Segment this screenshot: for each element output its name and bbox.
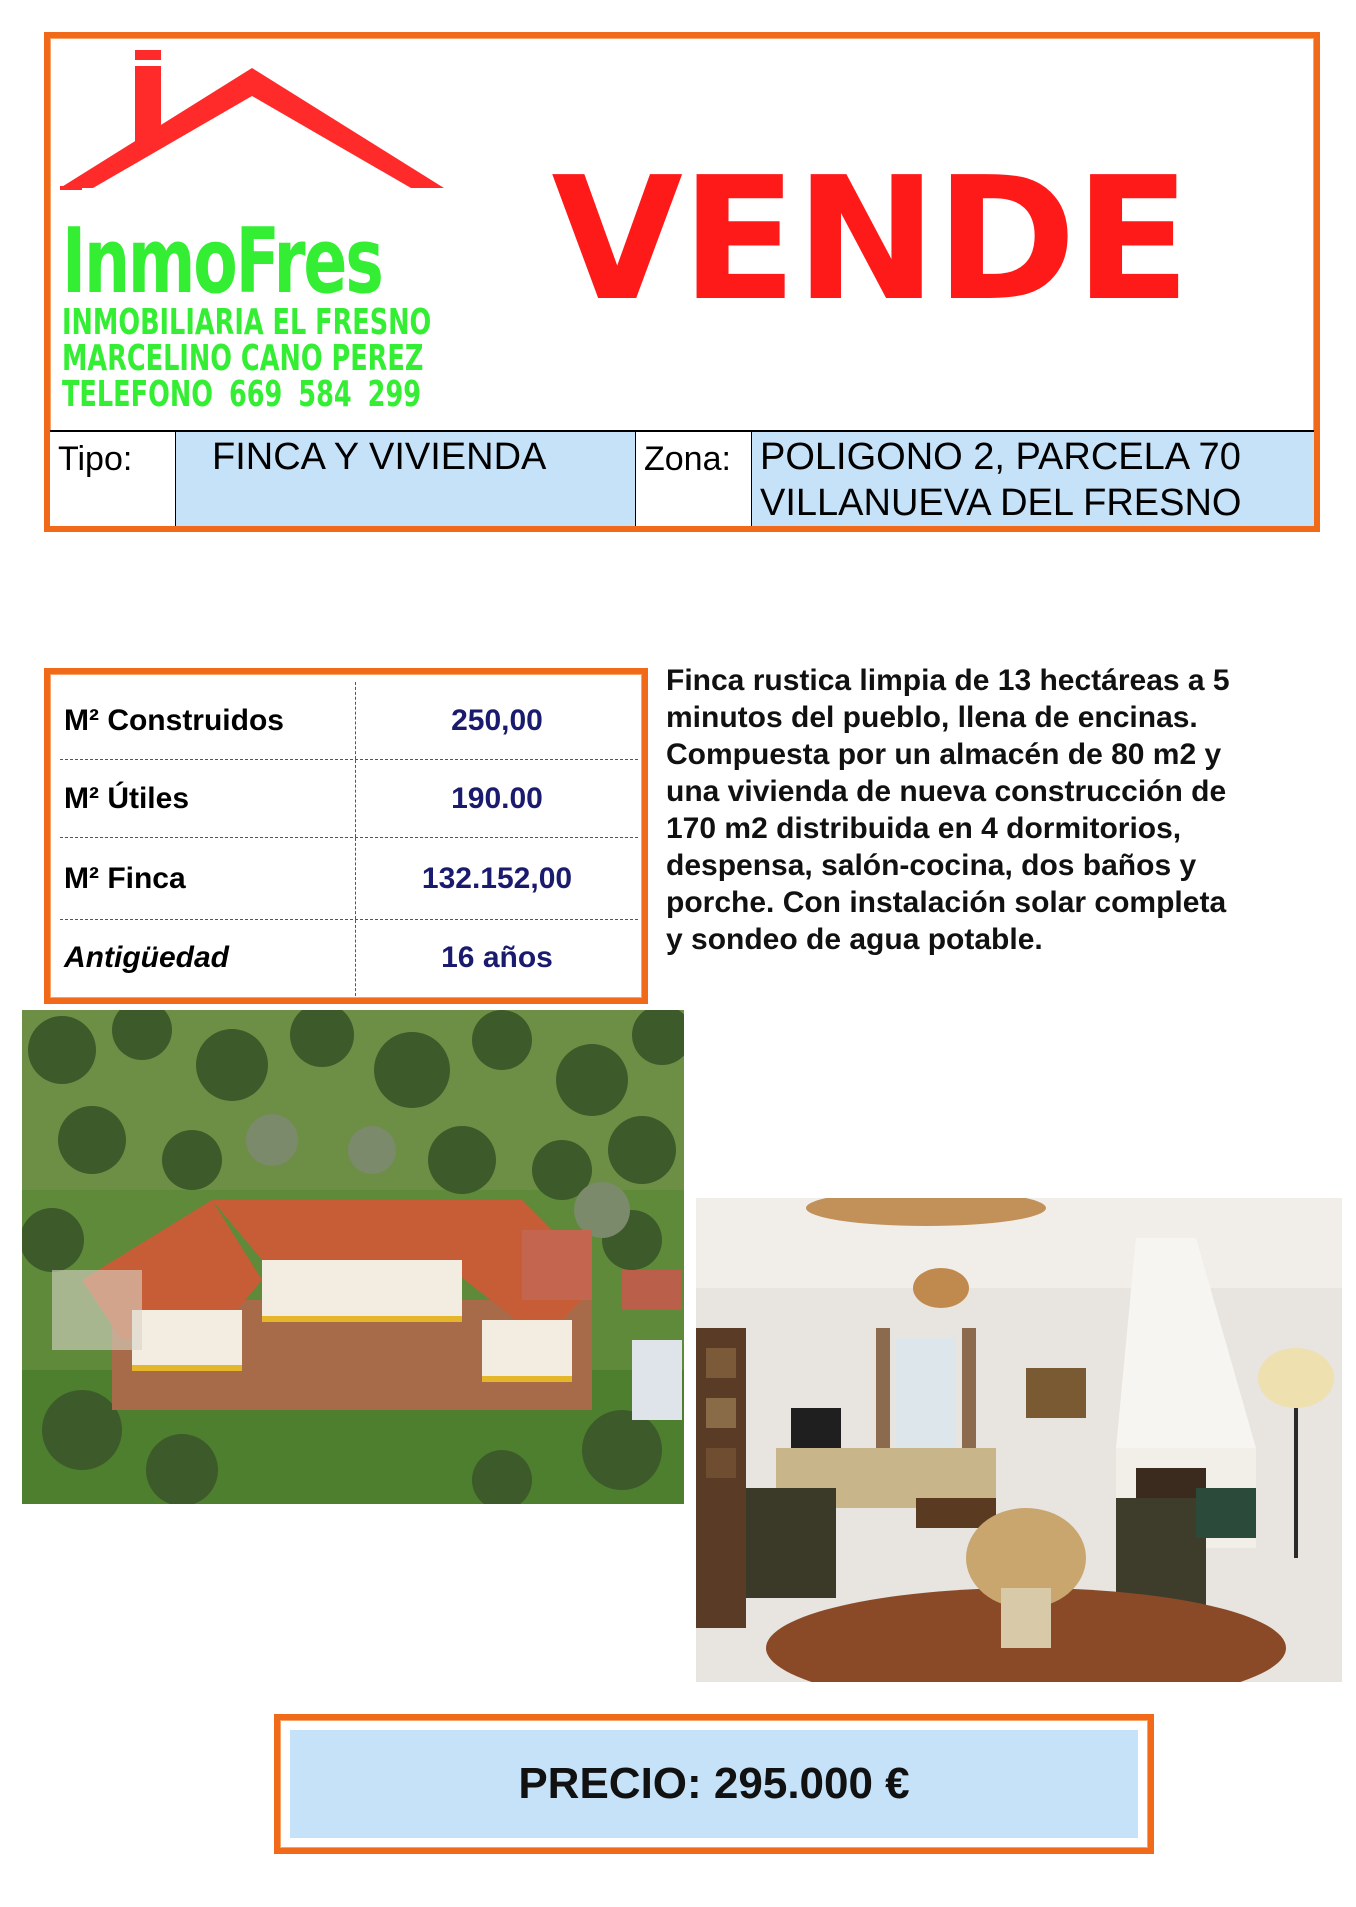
logo-phone: TELEFONO 669 584 299 (62, 374, 422, 415)
headline-vende: VENDE (551, 141, 1189, 339)
property-description: Finca rustica limpia de 13 hectáreas a 5 minutos del pueblo, llena de encinas. Compuesta por un almacén de 80 m2 y una vivienda de nueva construcción de 170 m2 distribuida en 4 dormitorios, despensa, salón-cocina, dos baños y porche. Con instalación solar completa y sondeo de agua potable. (666, 664, 1230, 956)
price-box (274, 1714, 1154, 1854)
zona-value-line2: VILLANUEVA DEL FRESNO (760, 482, 1242, 524)
spec-row-plot-area (60, 838, 638, 920)
spec-row-age (60, 920, 638, 996)
tipo-label-cell (50, 430, 176, 526)
specs-table (44, 668, 648, 1004)
price-label: PRECIO: 295.000 € (518, 1759, 910, 1808)
company-logo (56, 48, 446, 418)
spec-row-built-area (60, 682, 638, 760)
logo-brand-name: InmoFres (62, 209, 382, 314)
zona-value-line1: POLIGONO 2, PARCELA 70 (760, 436, 1241, 478)
spec-value: 16 años (441, 941, 553, 974)
logo-company-name: INMOBILIARIA EL FRESNO (62, 302, 432, 343)
spec-value: 250,00 (451, 703, 543, 737)
zona-label: Zona: (644, 440, 731, 478)
zona-value-cell (752, 430, 1314, 526)
aerial-farm-photo (22, 1010, 684, 1504)
tipo-value-cell (176, 430, 636, 526)
logo-owner-name: MARCELINO CANO PEREZ (62, 338, 424, 379)
spec-value: 132.152,00 (421, 861, 573, 895)
spec-label: M² Finca (60, 838, 356, 919)
tipo-value: FINCA Y VIVIENDA (212, 436, 547, 478)
spec-value: 190.00 (451, 781, 543, 815)
price-panel (290, 1730, 1138, 1838)
spec-label: M² Útiles (60, 760, 356, 837)
spec-label: M² Construidos (60, 682, 356, 759)
zona-label-cell (636, 430, 752, 526)
living-room-photo (696, 1198, 1342, 1682)
spec-row-usable-area (60, 760, 638, 838)
spec-label: Antigüedad (60, 920, 356, 996)
tipo-label: Tipo: (58, 440, 133, 478)
